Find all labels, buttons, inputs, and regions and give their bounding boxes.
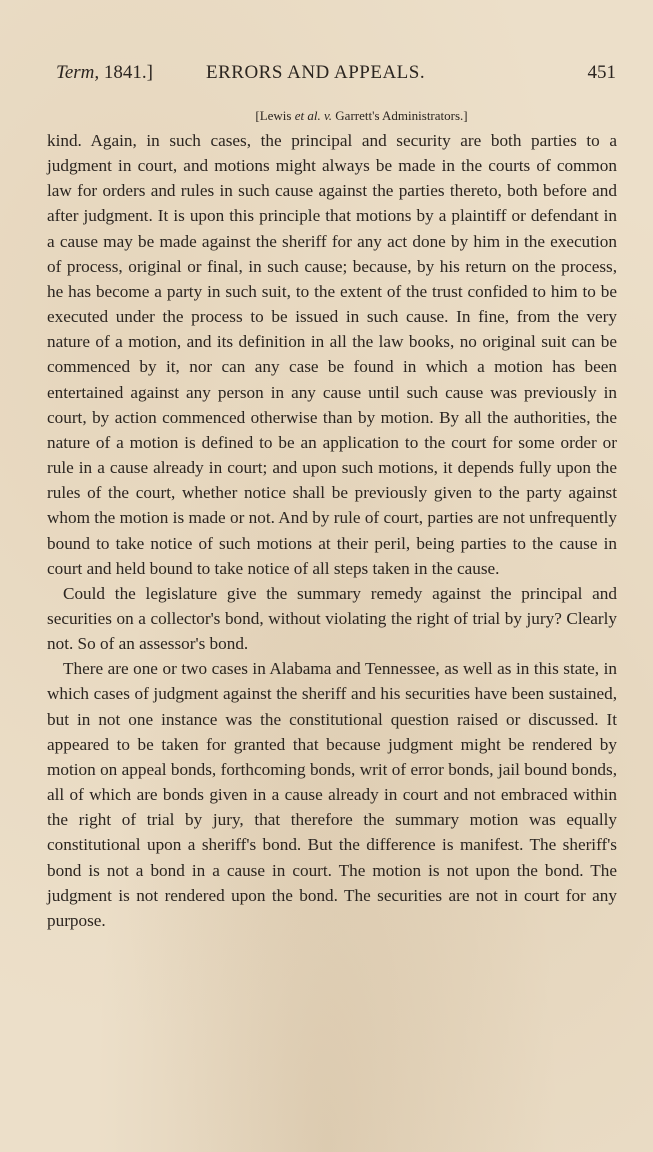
- case-reference-open: [Lewis: [255, 108, 295, 123]
- paragraph-1: kind. Again, in such cases, the principal and security are both parties to a judgment in court, and motions might always be made in the courts of common law for orders and rules in such cause against the parties thereto, both before and after judgment. It is upon this principle that motions by a plaintiff or defendant in a cause may be made against the sheriff for any act done by him in the execution of process, original or final, in such cause; because, by his return on the process, he has become a party in such suit, to the extent of the trust confided to him to be executed under the process to be issued in such cause. In fine, from the very nature of a motion, and its definition in all the law books, no original suit can be commenced by it, nor can any case be found in which a motion has been entertained against any person in any cause until such cause was previously in court, by action commenced otherwise than by motion. By all the authorities, the nature of a motion is defined to be an application to the court for some order or rule in a cause already in court; and upon such motions, it depends fully upon the rules of the court, whether notice shall be previously given to the party against whom the motion is made or not. And by rule of court, parties are not unfrequently bound to take notice of such motions at their peril, being parties to the cause in court and held bound to take notice of all steps taken in the cause.: [47, 131, 617, 578]
- body-text: [47, 128, 617, 933]
- running-head: [56, 62, 616, 88]
- case-reference-versus: v.: [320, 108, 336, 123]
- paragraph-3: There are one or two cases in Alabama and Tennessee, as well as in this state, in which cases of judgment against the sheriff and his securities have been sustained, but in not one instance was the constitutional question raised or discussed. It appeared to be taken for granted that because judgment might be rendered by motion on appeal bonds, forthcoming bonds, writ of error bonds, jail bound bonds, all of which are bonds given in a cause already in court and not embraced within the right of trial by jury, that therefore the summary motion was equally constitutional upon a sheriff's bond. But the difference is manifest. The sheriff's bond is not a bond in a cause in court. The motion is not upon the bond. The judgment is not rendered upon the bond. The securities are not in court for any purpose.: [47, 659, 617, 930]
- term-label: Term,: [56, 62, 100, 83]
- running-head-title: ERRORS AND APPEALS.: [206, 62, 426, 83]
- case-reference-rest: Garrett's Administrators.]: [335, 108, 468, 123]
- case-reference-et-al: et al.: [294, 108, 321, 123]
- running-head-term: [56, 62, 153, 84]
- paragraph-2: Could the legislature give the summary remedy against the principal and securities on a collector's bond, without violating the right of trial by jury? Clearly not. So of an assessor's bond.: [47, 583, 617, 654]
- term-year: 1841.]: [103, 62, 153, 83]
- case-reference: [0, 108, 653, 124]
- page-number: 451: [587, 62, 616, 83]
